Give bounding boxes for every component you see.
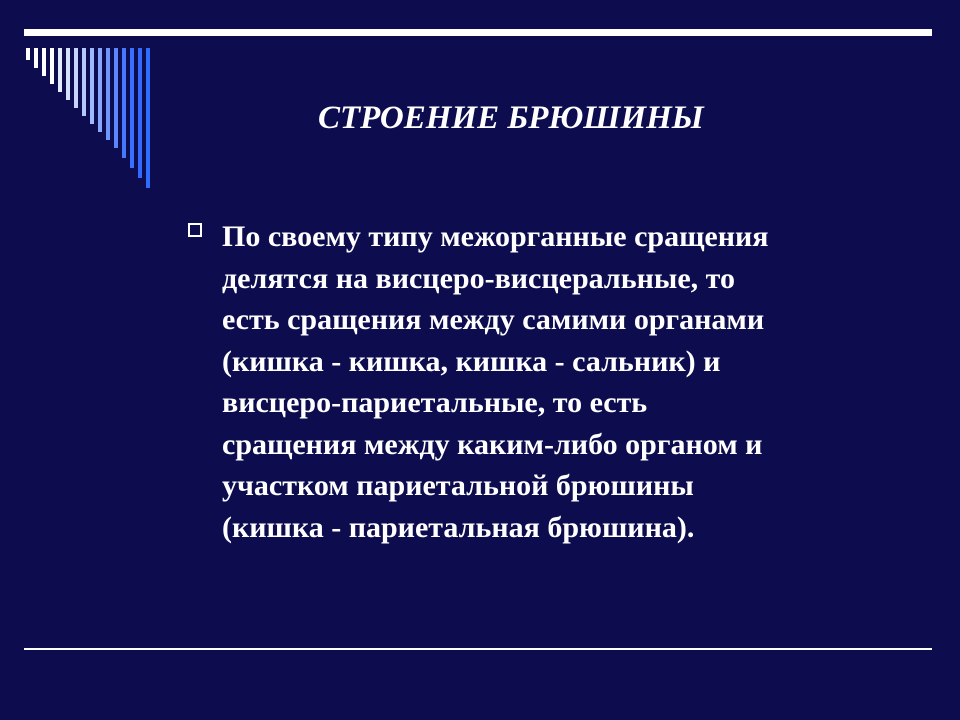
stripe xyxy=(42,48,46,76)
stripe xyxy=(82,48,86,116)
stripe xyxy=(26,48,30,60)
stripe xyxy=(50,48,54,84)
stripe xyxy=(122,48,126,158)
stripe xyxy=(146,48,150,188)
bottom-divider xyxy=(24,648,932,650)
square-bullet-icon xyxy=(188,223,202,237)
stripe xyxy=(138,48,142,178)
stripe xyxy=(98,48,102,132)
stripe xyxy=(58,48,62,92)
stripe xyxy=(106,48,110,140)
bullet-text: По своему типу межорганные сращения делятся на висцеро-висцеральные, то есть сращения между самими органами (кишка - кишка, кишка - сальник) и висцеро-париетальные, то есть сращения между каким-либо органом и участком париетальной брюшины (кишка - париетальная брюшина). xyxy=(222,220,769,544)
decorative-stripes xyxy=(0,0,180,200)
stripe xyxy=(90,48,94,124)
stripe xyxy=(130,48,134,168)
slide-title: СТРОЕНИЕ БРЮШИНЫ xyxy=(318,100,704,136)
stripe xyxy=(74,48,78,108)
stripe xyxy=(66,48,70,100)
stripe xyxy=(34,48,38,68)
stripe xyxy=(114,48,118,148)
